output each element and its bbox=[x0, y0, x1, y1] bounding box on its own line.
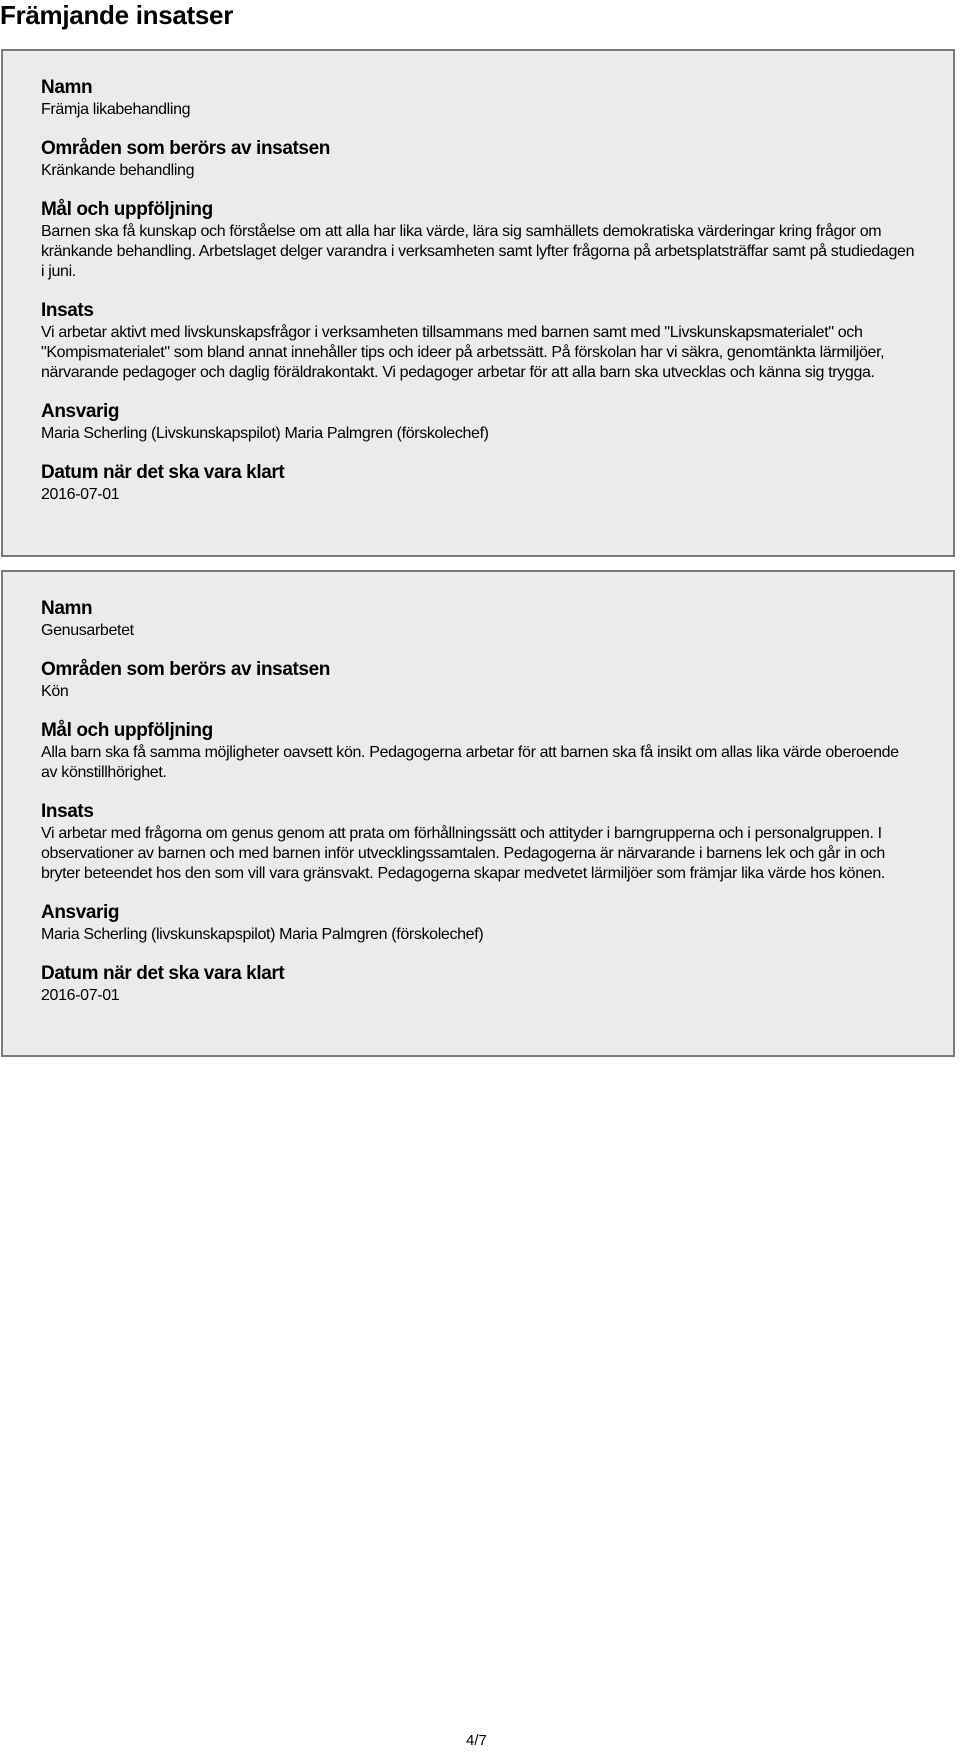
deadline-label: Datum när det ska vara klart bbox=[41, 462, 285, 483]
action-value: Vi arbetar med frågorna om genus genom att prata om förhållningssätt och attityder i barngrupperna och i personalgruppen. I observationer av barnen och med barnen inför utvecklingssamtalen. Pedagogerna är närvarande i barnens lek och går in och bryter beteendet hos den som vill vara gränsvakt. Pedagogerna skapar medvetet lärmiljöer som främjar lika värde hos könen. bbox=[41, 825, 885, 882]
responsible-value: Maria Scherling (Livskunskapspilot) Maria Palmgren (förskolechef) bbox=[41, 425, 489, 442]
insats-card-1 bbox=[1, 49, 955, 557]
action-value: Vi arbetar aktivt med livskunskapsfrågor i verksamheten tillsammans med barnen samt med "Livskunskapsmaterialet" och "Kompismaterialet" som bland annat innehåller tips och ideer på arbetssätt. På förskolan har vi säkra, genomtänkta lärmiljöer, närvarande pedagoger och daglig föräldrakontakt. Vi pedagoger arbetar för att alla barn ska utvecklas och känna sig trygga. bbox=[41, 324, 885, 381]
goals-value: Alla barn ska få samma möjligheter oavsett kön. Pedagogerna arbetar för att barnen ska få insikt om allas lika värde oberoende av könstillhörighet. bbox=[41, 744, 899, 781]
name-field bbox=[41, 77, 915, 120]
goals-field bbox=[41, 199, 915, 282]
name-label: Namn bbox=[41, 598, 93, 619]
action-field bbox=[41, 801, 915, 884]
responsible-field bbox=[41, 401, 915, 444]
page-title: Främjande insatser bbox=[0, 0, 234, 30]
deadline-field bbox=[41, 462, 915, 505]
deadline-value: 2016-07-01 bbox=[41, 987, 120, 1004]
name-field bbox=[41, 598, 915, 641]
areas-label: Områden som berörs av insatsen bbox=[41, 138, 330, 159]
page-number: 4/7 bbox=[466, 1732, 487, 1749]
name-label: Namn bbox=[41, 77, 93, 98]
goals-field bbox=[41, 720, 915, 783]
areas-field bbox=[41, 138, 915, 181]
areas-field bbox=[41, 659, 915, 702]
goals-label: Mål och uppföljning bbox=[41, 720, 213, 741]
responsible-value: Maria Scherling (livskunskapspilot) Maria Palmgren (förskolechef) bbox=[41, 926, 484, 943]
deadline-value: 2016-07-01 bbox=[41, 486, 120, 503]
goals-value: Barnen ska få kunskap och förståelse om att alla har lika värde, lära sig samhällets demokratiska värderingar kring frågor om kränkande behandling. Arbetslaget delger varandra i verksamheten samt lyfter frågorna på arbetsplatsträffar samt på studiedagen i juni. bbox=[41, 223, 915, 280]
goals-label: Mål och uppföljning bbox=[41, 199, 213, 220]
responsible-field bbox=[41, 902, 915, 945]
name-value: Främja likabehandling bbox=[41, 101, 191, 118]
areas-label: Områden som berörs av insatsen bbox=[41, 659, 330, 680]
responsible-label: Ansvarig bbox=[41, 401, 120, 422]
name-value: Genusarbetet bbox=[41, 622, 134, 639]
insats-card-2 bbox=[1, 570, 955, 1057]
action-label: Insats bbox=[41, 300, 94, 321]
responsible-label: Ansvarig bbox=[41, 902, 120, 923]
deadline-field bbox=[41, 963, 915, 1006]
deadline-label: Datum när det ska vara klart bbox=[41, 963, 285, 984]
areas-value: Kränkande behandling bbox=[41, 162, 195, 179]
action-label: Insats bbox=[41, 801, 94, 822]
action-field bbox=[41, 300, 915, 383]
areas-value: Kön bbox=[41, 683, 69, 700]
